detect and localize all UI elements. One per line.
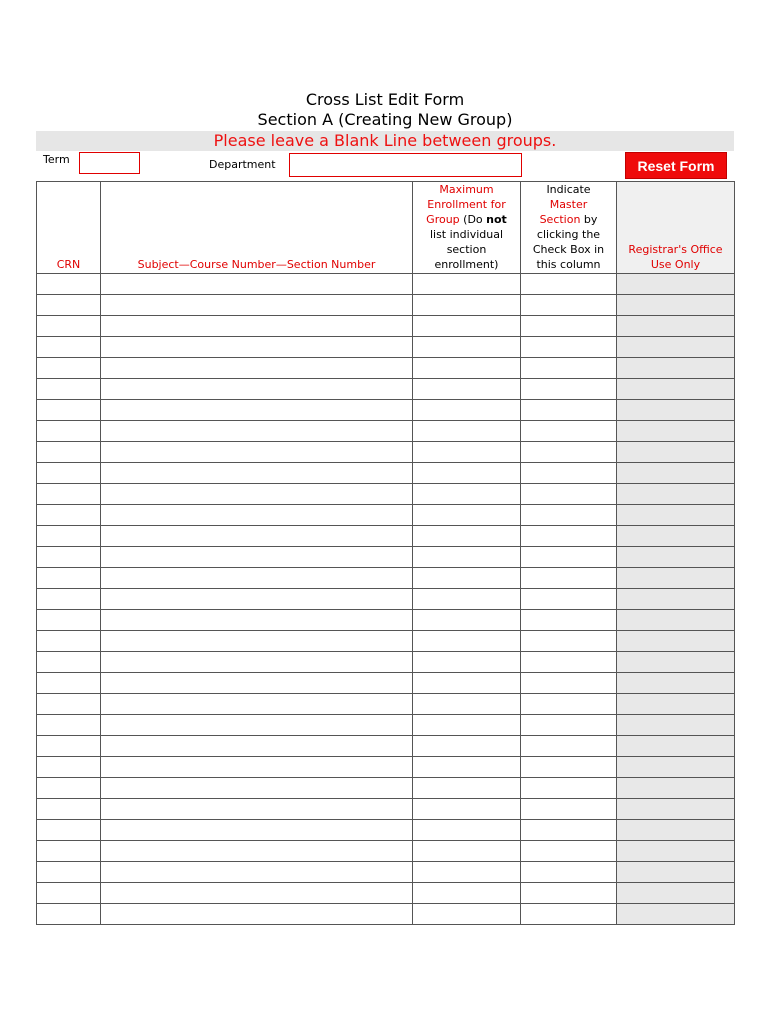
max-enrollment-cell[interactable]	[413, 442, 521, 463]
form-subtitle: Section A (Creating New Group)	[257, 110, 513, 129]
master-section-cell[interactable]	[521, 610, 617, 631]
max-enrollment-cell[interactable]	[413, 883, 521, 904]
master-section-cell[interactable]	[521, 379, 617, 400]
table-header-row	[37, 182, 735, 274]
table-row	[37, 526, 735, 547]
registrar-cell	[617, 841, 735, 862]
master-section-cell[interactable]	[521, 631, 617, 652]
subject-cell[interactable]	[101, 694, 413, 715]
subject-cell[interactable]	[101, 631, 413, 652]
max-enrollment-cell[interactable]	[413, 820, 521, 841]
max-enrollment-cell[interactable]	[413, 526, 521, 547]
crn-cell[interactable]	[37, 295, 101, 316]
subject-cell[interactable]	[101, 589, 413, 610]
subject-cell[interactable]	[101, 379, 413, 400]
registrar-cell	[617, 736, 735, 757]
subject-cell[interactable]	[101, 400, 413, 421]
max-enrollment-cell[interactable]	[413, 295, 521, 316]
registrar-cell	[617, 463, 735, 484]
crn-cell[interactable]	[37, 337, 101, 358]
crn-cell[interactable]	[37, 736, 101, 757]
max-enrollment-line2: Enrollment for	[427, 198, 506, 211]
table-row	[37, 799, 735, 820]
master-section-cell[interactable]	[521, 295, 617, 316]
crn-cell[interactable]	[37, 484, 101, 505]
registrar-cell	[617, 610, 735, 631]
max-enrollment-cell[interactable]	[413, 274, 521, 295]
subject-cell[interactable]	[101, 715, 413, 736]
max-enrollment-cell[interactable]	[413, 778, 521, 799]
table-row	[37, 694, 735, 715]
subject-cell[interactable]	[101, 862, 413, 883]
max-enrollment-cell[interactable]	[413, 358, 521, 379]
subject-cell[interactable]	[101, 337, 413, 358]
subject-cell[interactable]	[101, 568, 413, 589]
master-section-cell[interactable]	[521, 358, 617, 379]
subject-cell[interactable]	[101, 673, 413, 694]
crn-cell[interactable]	[37, 589, 101, 610]
crn-cell[interactable]	[37, 568, 101, 589]
master-section-cell[interactable]	[521, 568, 617, 589]
registrar-cell	[617, 757, 735, 778]
master-section-cell[interactable]	[521, 589, 617, 610]
table-row	[37, 316, 735, 337]
crn-cell[interactable]	[37, 547, 101, 568]
table-row	[37, 463, 735, 484]
crn-cell[interactable]	[37, 862, 101, 883]
master-section-cell[interactable]	[521, 337, 617, 358]
registrar-cell	[617, 694, 735, 715]
master-section-cell[interactable]	[521, 400, 617, 421]
max-enrollment-cell[interactable]	[413, 694, 521, 715]
max-enrollment-cell[interactable]	[413, 463, 521, 484]
max-enrollment-cell[interactable]	[413, 610, 521, 631]
subject-cell[interactable]	[101, 295, 413, 316]
department-input[interactable]	[289, 153, 522, 177]
master-section-cell[interactable]	[521, 862, 617, 883]
registrar-cell	[617, 799, 735, 820]
crn-cell[interactable]	[37, 778, 101, 799]
max-enrollment-cell[interactable]	[413, 400, 521, 421]
table-row	[37, 484, 735, 505]
subject-cell[interactable]	[101, 505, 413, 526]
master-section-header	[521, 182, 617, 274]
crn-cell[interactable]	[37, 442, 101, 463]
table-row	[37, 904, 735, 925]
table-row	[37, 883, 735, 904]
registrar-cell	[617, 358, 735, 379]
table-row	[37, 295, 735, 316]
max-enrollment-line4: list individual	[429, 228, 504, 241]
master-section-cell[interactable]	[521, 526, 617, 547]
crn-cell[interactable]	[37, 379, 101, 400]
crn-cell[interactable]	[37, 274, 101, 295]
subject-cell[interactable]	[101, 484, 413, 505]
master-section-cell[interactable]	[521, 421, 617, 442]
crn-cell[interactable]	[37, 400, 101, 421]
master-section-cell[interactable]	[521, 883, 617, 904]
registrar-cell	[617, 337, 735, 358]
table-row	[37, 589, 735, 610]
max-enrollment-line1: Maximum	[439, 183, 494, 196]
master-section-cell[interactable]	[521, 757, 617, 778]
subject-cell[interactable]	[101, 736, 413, 757]
registrar-cell	[617, 379, 735, 400]
master-section-cell[interactable]	[521, 505, 617, 526]
table-row	[37, 337, 735, 358]
crn-cell[interactable]	[37, 757, 101, 778]
master-section-cell[interactable]	[521, 316, 617, 337]
max-enrollment-cell[interactable]	[413, 484, 521, 505]
subject-header: Subject—Course Number—Section Number	[101, 182, 413, 274]
max-enrollment-cell[interactable]	[413, 337, 521, 358]
subject-cell[interactable]	[101, 547, 413, 568]
max-enrollment-cell[interactable]	[413, 715, 521, 736]
subject-cell[interactable]	[101, 883, 413, 904]
department-label: Department	[209, 158, 276, 171]
form-title: Cross List Edit Form	[305, 90, 465, 109]
subject-cell[interactable]	[101, 316, 413, 337]
master-section-cell[interactable]	[521, 442, 617, 463]
max-enrollment-cell[interactable]	[413, 736, 521, 757]
max-enrollment-cell[interactable]	[413, 589, 521, 610]
max-enrollment-line5: section	[446, 243, 487, 256]
registrar-cell	[617, 715, 735, 736]
max-enrollment-group: Group	[426, 213, 460, 226]
max-enrollment-cell[interactable]	[413, 652, 521, 673]
registrar-cell	[617, 484, 735, 505]
table-row	[37, 568, 735, 589]
table-row	[37, 820, 735, 841]
max-enrollment-cell[interactable]	[413, 841, 521, 862]
max-enrollment-cell[interactable]	[413, 631, 521, 652]
subject-cell[interactable]	[101, 421, 413, 442]
max-enrollment-cell[interactable]	[413, 379, 521, 400]
crn-cell[interactable]	[37, 631, 101, 652]
crn-cell[interactable]	[37, 505, 101, 526]
max-enrollment-cell[interactable]	[413, 505, 521, 526]
table-row	[37, 547, 735, 568]
master-section-cell[interactable]	[521, 736, 617, 757]
registrar-cell	[617, 316, 735, 337]
crn-cell[interactable]	[37, 526, 101, 547]
crn-cell[interactable]	[37, 904, 101, 925]
table-row	[37, 421, 735, 442]
crn-cell[interactable]	[37, 841, 101, 862]
crn-cell[interactable]	[37, 673, 101, 694]
crn-cell[interactable]	[37, 799, 101, 820]
master-line2: Master	[549, 198, 588, 211]
registrar-cell	[617, 904, 735, 925]
crn-cell[interactable]	[37, 316, 101, 337]
master-line6: this column	[536, 258, 601, 271]
registrar-line2: Use Only	[650, 258, 701, 271]
master-section-word: Section	[539, 213, 581, 226]
term-input[interactable]	[79, 152, 140, 174]
table-row	[37, 652, 735, 673]
master-section-cell[interactable]	[521, 547, 617, 568]
subject-cell[interactable]	[101, 757, 413, 778]
registrar-cell	[617, 778, 735, 799]
master-section-cell[interactable]	[521, 715, 617, 736]
table-row	[37, 400, 735, 421]
master-section-cell[interactable]	[521, 652, 617, 673]
table-row	[37, 358, 735, 379]
subject-cell[interactable]	[101, 463, 413, 484]
max-enrollment-cell[interactable]	[413, 862, 521, 883]
master-section-cell[interactable]	[521, 274, 617, 295]
subject-cell[interactable]	[101, 904, 413, 925]
max-enrollment-cell[interactable]	[413, 799, 521, 820]
registrar-cell	[617, 568, 735, 589]
max-enrollment-cell[interactable]	[413, 547, 521, 568]
table-row	[37, 610, 735, 631]
table-row	[37, 862, 735, 883]
registrar-cell	[617, 526, 735, 547]
master-section-cell[interactable]	[521, 694, 617, 715]
subject-cell[interactable]	[101, 610, 413, 631]
registrar-cell	[617, 589, 735, 610]
master-line1: Indicate	[546, 183, 591, 196]
crn-cell[interactable]	[37, 820, 101, 841]
crn-header: CRN	[37, 182, 101, 274]
crn-cell[interactable]	[37, 694, 101, 715]
max-enrollment-do: (Do	[459, 213, 487, 226]
max-enrollment-cell[interactable]	[413, 757, 521, 778]
table-row	[37, 841, 735, 862]
subject-cell[interactable]	[101, 841, 413, 862]
max-enrollment-cell[interactable]	[413, 904, 521, 925]
max-enrollment-cell[interactable]	[413, 421, 521, 442]
max-enrollment-cell[interactable]	[413, 568, 521, 589]
master-line4: clicking the	[536, 228, 601, 241]
master-section-cell[interactable]	[521, 799, 617, 820]
cross-list-table	[36, 181, 735, 925]
crn-cell[interactable]	[37, 358, 101, 379]
term-label: Term	[43, 153, 70, 166]
registrar-cell	[617, 673, 735, 694]
crn-cell[interactable]	[37, 421, 101, 442]
crn-cell[interactable]	[37, 883, 101, 904]
master-section-cell[interactable]	[521, 904, 617, 925]
registrar-cell	[617, 883, 735, 904]
table-row	[37, 274, 735, 295]
registrar-cell	[617, 400, 735, 421]
table-row	[37, 715, 735, 736]
crn-cell[interactable]	[37, 610, 101, 631]
max-enrollment-not: not	[486, 213, 507, 226]
registrar-cell	[617, 421, 735, 442]
master-by: by	[580, 213, 598, 226]
master-section-cell[interactable]	[521, 484, 617, 505]
subject-cell[interactable]	[101, 652, 413, 673]
master-section-cell[interactable]	[521, 778, 617, 799]
registrar-cell	[617, 652, 735, 673]
registrar-cell	[617, 547, 735, 568]
subject-cell[interactable]	[101, 358, 413, 379]
registrar-cell	[617, 274, 735, 295]
max-enrollment-header	[413, 182, 521, 274]
table-row	[37, 442, 735, 463]
registrar-header	[617, 182, 735, 274]
subject-cell[interactable]	[101, 799, 413, 820]
max-enrollment-cell[interactable]	[413, 673, 521, 694]
table-row	[37, 673, 735, 694]
registrar-line1: Registrar's Office	[628, 243, 723, 256]
table-row	[37, 778, 735, 799]
registrar-cell	[617, 820, 735, 841]
max-enrollment-line6: enrollment)	[434, 258, 499, 271]
crn-cell[interactable]	[37, 715, 101, 736]
master-section-cell[interactable]	[521, 673, 617, 694]
registrar-cell	[617, 631, 735, 652]
master-line5: Check Box in	[532, 243, 605, 256]
master-section-cell[interactable]	[521, 820, 617, 841]
master-section-cell[interactable]	[521, 463, 617, 484]
table-row	[37, 736, 735, 757]
blank-line-notice: Please leave a Blank Line between groups.	[213, 131, 557, 150]
master-section-cell[interactable]	[521, 841, 617, 862]
table-row	[37, 379, 735, 400]
registrar-cell	[617, 862, 735, 883]
table-row	[37, 505, 735, 526]
registrar-cell	[617, 442, 735, 463]
registrar-cell	[617, 505, 735, 526]
subject-cell[interactable]	[101, 778, 413, 799]
reset-form-button[interactable]: Reset Form	[625, 152, 727, 179]
registrar-cell	[617, 295, 735, 316]
table-row	[37, 757, 735, 778]
crn-cell[interactable]	[37, 463, 101, 484]
max-enrollment-cell[interactable]	[413, 316, 521, 337]
subject-cell[interactable]	[101, 526, 413, 547]
subject-cell[interactable]	[101, 820, 413, 841]
subject-cell[interactable]	[101, 442, 413, 463]
crn-cell[interactable]	[37, 652, 101, 673]
table-row	[37, 631, 735, 652]
subject-cell[interactable]	[101, 274, 413, 295]
